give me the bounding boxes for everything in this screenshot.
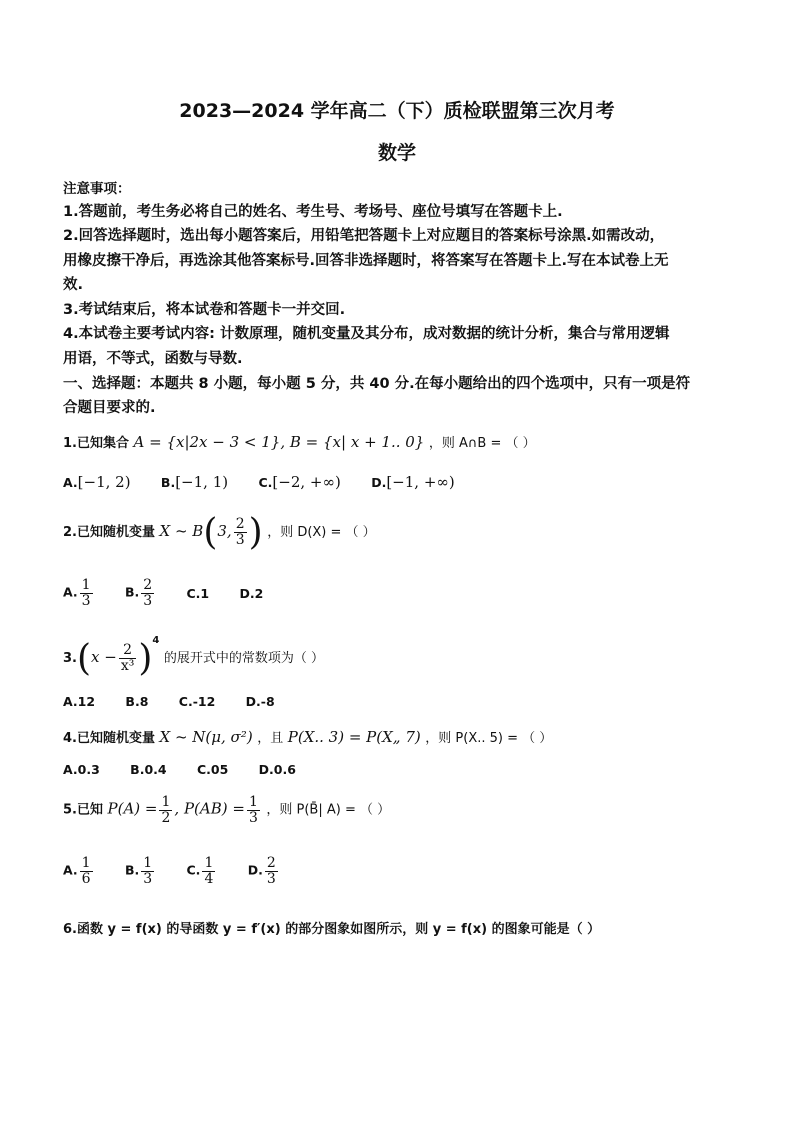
q3-options bbox=[63, 694, 301, 709]
option-label: D. bbox=[371, 475, 387, 490]
option-label: C. bbox=[258, 475, 273, 490]
q4-option-a[interactable]: A.0.3 bbox=[63, 762, 100, 777]
q4-prefix: 4.已知随机变量 bbox=[63, 731, 155, 746]
q2-suffix: ，则 D(X) = （ ） bbox=[267, 525, 376, 540]
q5-option-a[interactable]: A. $\frac{1}{6}$ bbox=[63, 855, 91, 887]
option-value: [−2, +∞) bbox=[272, 473, 341, 491]
q4-options bbox=[63, 762, 322, 777]
notice-line: 3.考试结束后，将本试卷和答题卡一并交回. bbox=[63, 302, 346, 318]
q1-prefix: 1.已知集合 bbox=[63, 436, 129, 451]
q2-arg: 3, bbox=[217, 522, 232, 540]
question-2: 2.已知随机变量 X ~ B(3, $\frac{2}{3}$ ) ，则 D(X) = （ ） bbox=[63, 512, 376, 553]
option-label: B. bbox=[160, 475, 176, 490]
q3-prefix: 3. bbox=[63, 651, 77, 666]
question-6 bbox=[63, 918, 600, 937]
q4-option-d[interactable]: D.0.6 bbox=[258, 762, 296, 777]
q5-option-b[interactable]: B. $\frac{1}{3}$ bbox=[124, 855, 153, 887]
q5-pa: P(A) = bbox=[107, 799, 158, 818]
q3-suffix: 的展开式中的常数项为（ ） bbox=[163, 651, 325, 666]
q4-option-b[interactable]: B.0.4 bbox=[130, 762, 167, 777]
q1-suffix: ，则 A∩B = （ ） bbox=[428, 436, 536, 451]
q3-option-a[interactable]: A.12 bbox=[63, 694, 96, 709]
q5-suffix: ，则 P(B̄| A) = （ ） bbox=[266, 802, 391, 818]
q2-options bbox=[63, 578, 289, 608]
q2-option-b[interactable]: B. $\frac{2}{3}$ bbox=[124, 577, 153, 609]
exam-title: 2023—2024 学年高二（下）质检联盟第三次月考 bbox=[179, 100, 615, 122]
question-5 bbox=[63, 795, 390, 825]
notice-heading: 注意事项： bbox=[63, 181, 131, 197]
q5-options bbox=[63, 856, 306, 886]
q2-option-d[interactable]: D.2 bbox=[239, 585, 264, 601]
option-label: A. bbox=[63, 475, 78, 490]
q4-math: X ~ N(μ, σ²) bbox=[159, 728, 253, 746]
notice-line: 1.答题前，考生务必将自己的姓名、考生号、考场号、座位号填写在答题卡上. bbox=[63, 204, 563, 220]
q2-math: X ~ B bbox=[159, 522, 204, 540]
q3-power: 4 bbox=[152, 634, 160, 646]
q4-option-c[interactable]: C.05 bbox=[196, 762, 229, 777]
q3-option-c[interactable]: C.-12 bbox=[178, 694, 216, 709]
notice-line: 用语，不等式，函数与导数. bbox=[63, 351, 243, 367]
q3-fraction: $\frac{2}{\text{x³}}$ bbox=[120, 642, 135, 674]
q5-prefix: 5.已知 bbox=[63, 802, 103, 818]
option-value: [−1, +∞) bbox=[386, 473, 455, 491]
q2-fraction: $\frac{2}{3}$ bbox=[235, 516, 245, 548]
q4-math-2: P(X.. 3) = P(X„ 7) bbox=[287, 728, 421, 746]
q1-option-d[interactable] bbox=[371, 473, 455, 491]
option-value: [−1, 2) bbox=[77, 473, 131, 491]
q1-option-a[interactable] bbox=[63, 473, 131, 491]
q2-option-c[interactable]: C.1 bbox=[186, 585, 210, 601]
section-heading: 合题目要求的. bbox=[63, 400, 156, 416]
section-heading: 一、选择题：本题共 8 小题，每小题 5 分，共 40 分.在每小题给出的四个选项中，只有一项是符 bbox=[63, 376, 691, 392]
q5-option-d[interactable]: D. $\frac{2}{3}$ bbox=[247, 855, 276, 887]
q3-x: x − bbox=[91, 648, 117, 666]
q1-option-b[interactable] bbox=[161, 473, 228, 491]
notice-line: 4.本试卷主要考试内容: 计数原理，随机变量及其分布，成对数据的统计分析，集合与常用逻辑 bbox=[63, 326, 670, 342]
q5-option-c[interactable]: C. $\frac{1}{4}$ bbox=[186, 855, 214, 887]
q1-option-c[interactable] bbox=[258, 473, 340, 491]
notice-line: 2.回答选择题时，选出每小题答案后，用铅笔把答题卡上对应题目的答案标号涂黑.如需改动， bbox=[63, 228, 665, 244]
q4-mid: ，且 bbox=[257, 731, 284, 746]
question-1 bbox=[63, 432, 536, 451]
option-value: [−1, 1) bbox=[175, 473, 229, 491]
q3-option-d[interactable]: D.-8 bbox=[245, 694, 275, 709]
q1-options bbox=[63, 473, 481, 491]
q2-option-a[interactable]: A. $\frac{1}{3}$ bbox=[63, 577, 91, 609]
notice-line: 效. bbox=[63, 277, 84, 293]
subject-title: 数学 bbox=[377, 142, 416, 164]
q6-stem: 6.函数 y = f(x) 的导函数 y = f′(x) 的部分图象如图所示，则 y = f(x) 的图象可能是（ ） bbox=[63, 922, 601, 937]
q5-pab: , P(AB) = bbox=[174, 799, 245, 818]
q1-math: A = {x|2x − 3 < 1}, B = {x| x + 1.. 0} bbox=[133, 433, 425, 451]
q4-suffix: ，则 P(X.. 5) = （ ） bbox=[425, 731, 553, 746]
q2-prefix: 2.已知随机变量 bbox=[63, 525, 155, 540]
question-4 bbox=[63, 727, 552, 746]
q5-pa-fraction: $\frac{1}{2}$ bbox=[161, 794, 171, 826]
q3-option-b[interactable]: B.8 bbox=[125, 694, 149, 709]
q5-pab-fraction: $\frac{1}{3}$ bbox=[248, 794, 258, 826]
question-3: 3.(x − $\frac{2}{\text{x³}}$ )$^4$ 的展开式中的常数项为（ ） bbox=[63, 634, 325, 679]
notice-line: 用橡皮擦干净后，再选涂其他答案标号.回答非选择题时，将答案写在答题卡上.写在本试卷上无 bbox=[63, 253, 669, 269]
